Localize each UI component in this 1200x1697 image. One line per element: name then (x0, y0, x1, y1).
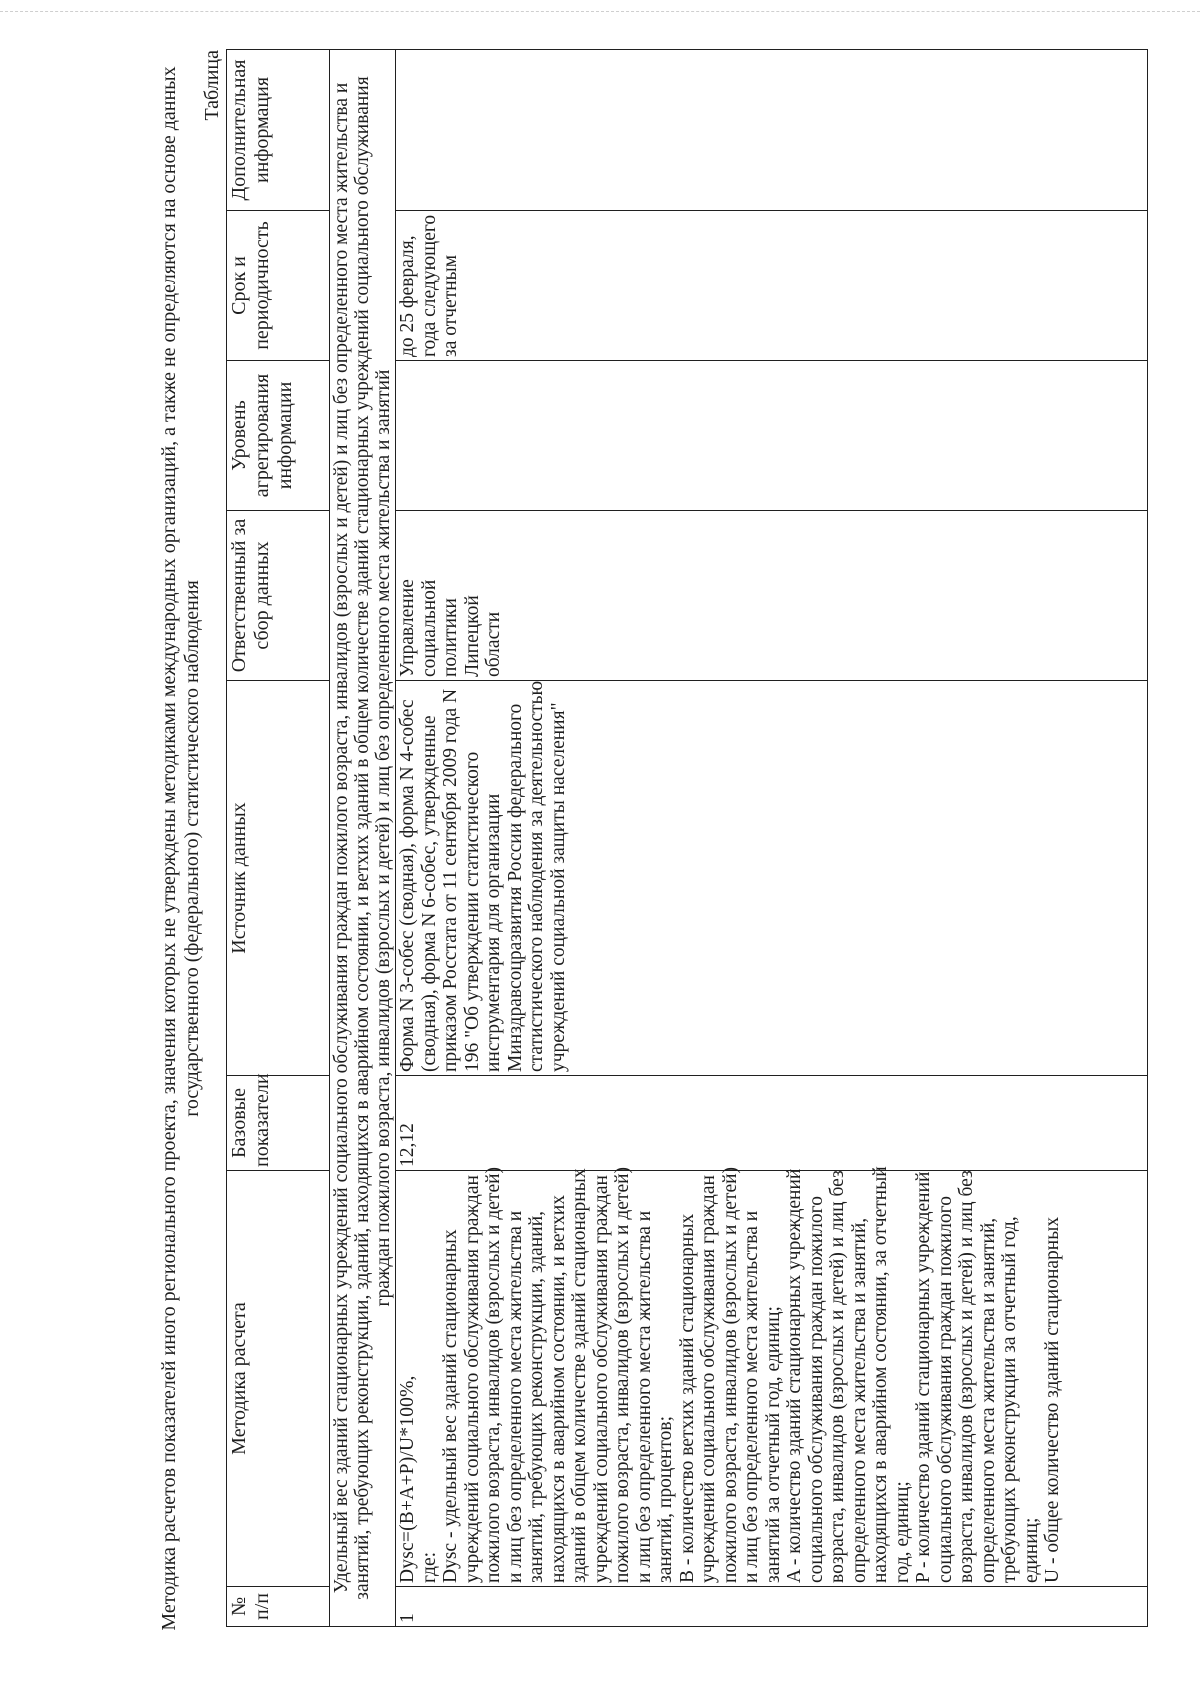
table-label: Таблица (201, 50, 223, 121)
table-header-row (227, 50, 330, 1627)
table-row (396, 50, 1148, 1627)
cell-additional-info (396, 50, 1148, 211)
cell-method: Dysc=(B+A+P)/U*100%, где: Dysc - удельный вес зданий стационарных учреждений социального обслуживания граждан пожилого возраста, инвалидов (взрослых и детей) и лиц без определенного места жительства и занятий, требующих реконструкции, зданий, находящихся в аварийном состоянии, и ветхих зданий в общем количестве зданий стационарных учреждений социального обслуживания граждан пожилого возраста, инвалидов (взрослых и детей) и лиц без определенного места жительства и занятий, процентов; B - количество ветхих зданий стационарных учреждений социального обслуживания граждан пожилого возраста, инвалидов (взрослых и детей) и лиц без определенного места жительства и занятий за отчетный год, единиц; A - количество зданий стационарных учреждений социального обслуживания граждан пожилого возраста, инвалидов (взрослых и детей) и лиц без определенного места жительства и занятий, находящихся в аварийном состоянии, за отчетный год, единиц; P - количество зданий стационарных учреждений социального обслуживания граждан пожилого возраста, инвалидов (взрослых и детей) и лиц без определенного места жительства и занятий, требующих реконструкции за отчетный год, единиц; U - общее количество зданий стационарных (396, 1171, 1148, 1587)
cell-data-source: Форма N 3-собес (сводная), форма N 4-собес (сводная), форма N 6-собес, утвержденные приказом Росстата от 11 сентября 2009 года N 196 "Об утверждении статистического инструментария для организации Минздравсоцразвития России федерального статистического наблюдения за деятельностью учреждений социальной защиты населения" (396, 681, 1148, 1076)
cell-num: 1 (396, 1587, 1148, 1627)
header-num: № п/п (227, 1587, 330, 1627)
header-data-source: Источник данных (227, 681, 330, 1076)
document-heading-line-1: Методика расчетов показателей иного регионального проекта, значения которых не утверждены методиками международных организаций, а также не определяются на основе данных (158, 66, 180, 1631)
indicator-methodology-table (226, 49, 1148, 1627)
cell-base-indicators: 12,12 (396, 1076, 1148, 1171)
cell-responsible: Управление социальной политики Липецкой области (396, 511, 1148, 681)
indicator-title-row (330, 50, 396, 1627)
cell-period: до 25 февраля, года следующего за отчетным (396, 211, 1148, 361)
header-base-indicators: Базовые показатели (227, 1076, 330, 1171)
cell-aggregation-level (396, 361, 1148, 511)
header-period: Срок и периодичность (227, 211, 330, 361)
document-heading-line-2: государственного (федерального) статистического наблюдения (181, 580, 203, 1117)
header-method: Методика расчета (227, 1171, 330, 1587)
header-aggregation-level: Уровень агрегирования информации (227, 361, 330, 511)
indicator-title: Удельный вес зданий стационарных учреждений социального обслуживания граждан пожилого возраста, инвалидов (взрослых и детей) и лиц без определенного места жительства и занятий, требующих реконструкции, зданий, находящихся в аварийном состоянии, и ветхих зданий в общем количестве зданий стационарных учреждений социального обслуживания граждан пожилого возраста, инвалидов (взрослых и детей) и лиц без определенного места жительства и занятий (330, 50, 396, 1627)
header-responsible: Ответственный за сбор данных (227, 511, 330, 681)
header-additional-info: Дополнительная информация (227, 50, 330, 211)
